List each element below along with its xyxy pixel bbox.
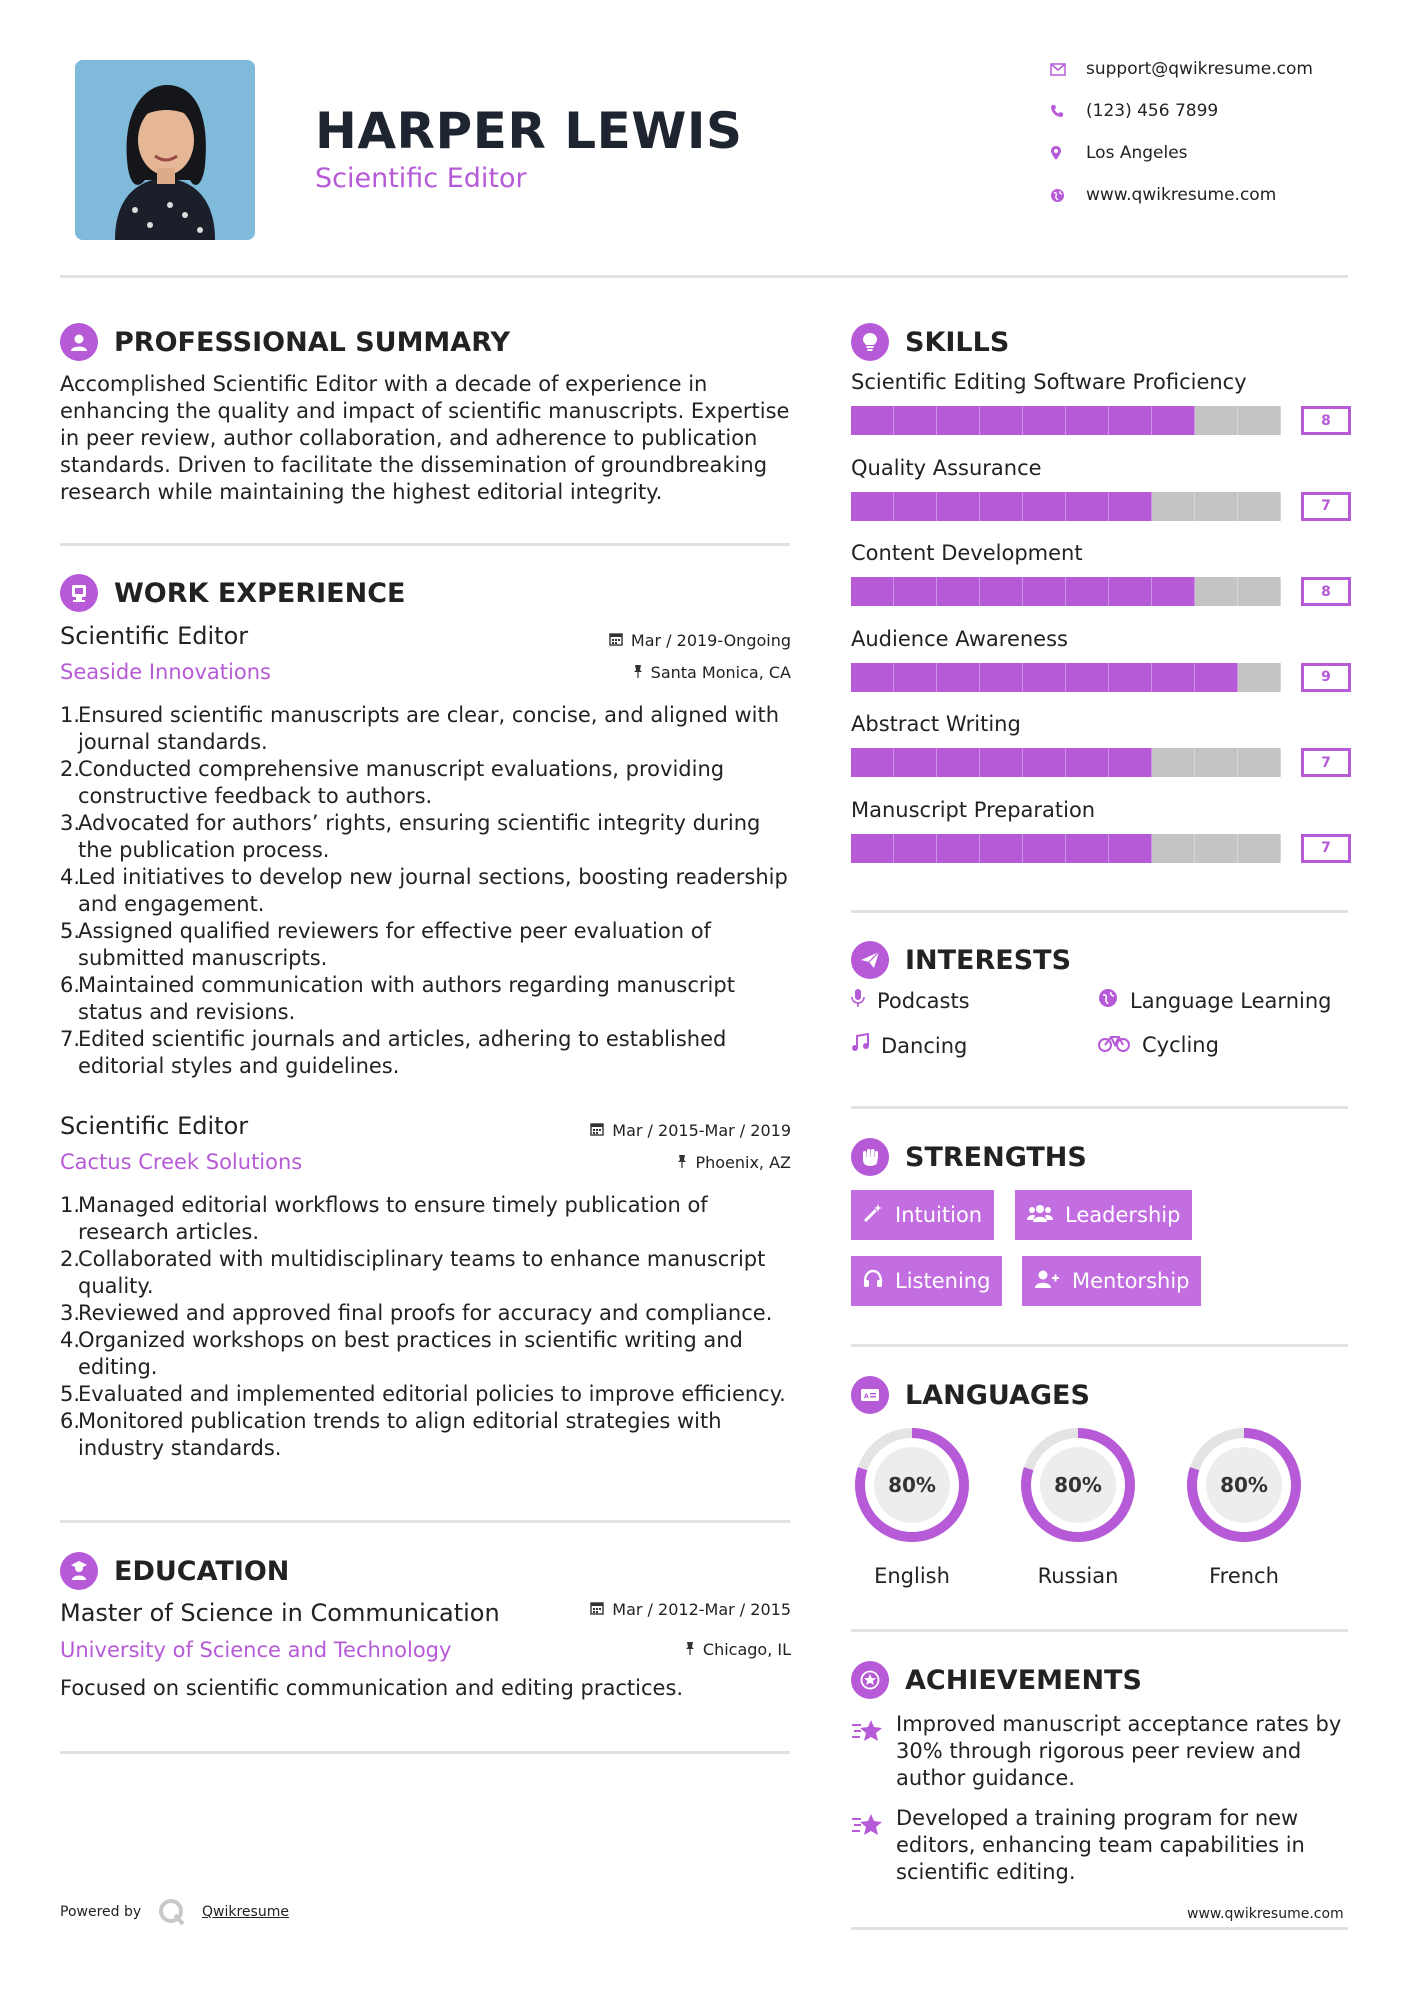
interest-label: Cycling xyxy=(1142,1033,1219,1057)
skill-segment xyxy=(894,577,937,606)
skill-segment xyxy=(1238,406,1281,435)
header-divider xyxy=(60,275,1348,278)
education-heading xyxy=(60,1552,289,1590)
experience-divider xyxy=(60,1520,790,1523)
experience-heading-text: WORK EXPERIENCE xyxy=(114,577,406,609)
job-dates xyxy=(480,1121,791,1140)
skill-segment xyxy=(980,663,1023,692)
language-name: French xyxy=(1209,1564,1279,1588)
summary-heading-text: PROFESSIONAL SUMMARY xyxy=(114,326,511,358)
school[interactable]: University of Science and Technology xyxy=(60,1638,452,1662)
skill-segment xyxy=(1195,492,1238,521)
skill-segment xyxy=(1195,834,1238,863)
experience-heading xyxy=(60,574,405,612)
skill-score: 7 xyxy=(1301,748,1351,777)
contact-phone[interactable] xyxy=(1050,99,1390,123)
microphone-icon xyxy=(851,988,865,1013)
skill-segment xyxy=(980,834,1023,863)
language-percent: 80% xyxy=(888,1473,936,1497)
language-item xyxy=(1183,1424,1305,1588)
skill-segment xyxy=(937,663,980,692)
skill-segment xyxy=(1109,663,1152,692)
skill-row xyxy=(851,456,1351,521)
strengths-heading-text: STRENGTHS xyxy=(905,1141,1087,1173)
pushpin-icon xyxy=(685,1640,695,1659)
interests-heading-text: INTERESTS xyxy=(905,944,1072,976)
contact-website[interactable] xyxy=(1050,183,1390,207)
summary-divider xyxy=(60,543,790,546)
skill-segment xyxy=(1238,834,1281,863)
achievement-item: Improved manuscript acceptance rates by 30% through rigorous peer review and author guidance. xyxy=(896,1712,1342,1790)
skill-segment xyxy=(980,748,1023,777)
skill-segment xyxy=(937,492,980,521)
skill-segment xyxy=(894,748,937,777)
achievements-heading-text: ACHIEVEMENTS xyxy=(905,1664,1142,1696)
skill-bar xyxy=(851,577,1351,606)
skill-segment xyxy=(1195,406,1238,435)
strength-label: Mentorship xyxy=(1072,1269,1190,1293)
skill-segment xyxy=(1109,577,1152,606)
education-dates xyxy=(480,1600,791,1619)
user-plus-icon xyxy=(1034,1269,1060,1294)
skill-segment xyxy=(851,663,894,692)
interest-label: Podcasts xyxy=(877,988,970,1013)
skill-segment xyxy=(1238,492,1281,521)
skill-segment xyxy=(1152,492,1195,521)
achievement-item: Developed a training program for new editors, enhancing team capabilities in scientific editing. xyxy=(896,1806,1305,1884)
interest-item xyxy=(851,988,970,1013)
interest-label: Language Learning xyxy=(1130,988,1332,1013)
pushpin-icon xyxy=(633,663,643,682)
skill-segment xyxy=(894,406,937,435)
graduation-icon xyxy=(60,1552,98,1590)
education-description: Focused on scientific communication and editing practices. xyxy=(60,1676,684,1700)
skill-segment xyxy=(851,834,894,863)
interest-item xyxy=(1098,1033,1219,1057)
job-company[interactable]: Cactus Creek Solutions xyxy=(60,1150,303,1174)
interest-item xyxy=(851,1033,967,1058)
users-icon xyxy=(1027,1203,1053,1228)
language-item xyxy=(1017,1424,1139,1588)
profile-photo xyxy=(75,60,255,240)
languages-heading-text: LANGUAGES xyxy=(905,1379,1090,1411)
candidate-title: Scientific Editor xyxy=(315,163,527,194)
skill-label: Audience Awareness xyxy=(851,626,1068,651)
skill-segment xyxy=(1152,663,1195,692)
shooting-star-icon xyxy=(851,1716,885,1748)
list-item: 2. Collaborated with multidisciplinary teams to enhance manuscript quality. xyxy=(60,1247,766,1298)
skill-segment xyxy=(1238,577,1281,606)
skill-segment xyxy=(937,577,980,606)
job-dates-text: Mar / 2015-Mar / 2019 xyxy=(612,1121,791,1140)
skill-segment xyxy=(1066,748,1109,777)
skills-heading-text: SKILLS xyxy=(905,326,1010,358)
list-item: 4. Organized workshops on best practices in scientific writing and editing. xyxy=(60,1328,743,1379)
contact-phone-text: (123) 456 7899 xyxy=(1086,101,1219,121)
skill-segment xyxy=(894,492,937,521)
skill-row xyxy=(851,627,1351,692)
skill-segment xyxy=(1152,577,1195,606)
interests-divider xyxy=(851,1106,1348,1109)
skill-score: 7 xyxy=(1301,834,1351,863)
list-item: 7. Edited scientific journals and articles, adhering to established editorial styles and guidelines. xyxy=(60,1027,727,1078)
skill-segment xyxy=(937,406,980,435)
job-dates-text: Mar / 2019-Ongoing xyxy=(630,631,791,650)
skill-score: 9 xyxy=(1301,663,1351,692)
skill-segment xyxy=(851,577,894,606)
language-progress-ring xyxy=(1017,1424,1139,1546)
education-location-text: Chicago, IL xyxy=(702,1640,791,1659)
education-heading-text: EDUCATION xyxy=(114,1555,290,1587)
user-icon xyxy=(60,323,98,361)
skill-segment xyxy=(851,406,894,435)
skill-segment xyxy=(1238,748,1281,777)
list-item: 6. Maintained communication with authors regarding manuscript status and revisions. xyxy=(60,973,735,1024)
skill-segment xyxy=(1023,834,1066,863)
shooting-star-icon xyxy=(851,1810,885,1842)
language-name: Russian xyxy=(1037,1564,1119,1588)
skill-segment xyxy=(894,834,937,863)
calendar-icon xyxy=(590,1600,604,1619)
phone-icon xyxy=(1050,104,1086,118)
education-dates-text: Mar / 2012-Mar / 2015 xyxy=(612,1600,791,1619)
candidate-name: HARPER LEWIS xyxy=(315,102,743,160)
skill-segment xyxy=(1195,748,1238,777)
job-location xyxy=(480,663,791,682)
star-badge-icon xyxy=(851,1661,889,1699)
achievements-heading xyxy=(851,1661,1142,1699)
job-location xyxy=(480,1153,791,1172)
footer-website[interactable]: www.qwikresume.com xyxy=(1187,1906,1344,1922)
skill-segment xyxy=(937,748,980,777)
paper-plane-icon xyxy=(851,941,889,979)
education-divider xyxy=(60,1751,790,1754)
lightbulb-icon xyxy=(851,323,889,361)
skill-segment xyxy=(1109,748,1152,777)
fist-icon xyxy=(851,1138,889,1176)
svg-text:A: A xyxy=(864,1393,869,1400)
interests-heading xyxy=(851,941,1071,979)
skill-score: 7 xyxy=(1301,492,1351,521)
skill-segment xyxy=(980,492,1023,521)
skill-row xyxy=(851,798,1351,863)
list-item: 6. Monitored publication trends to align editorial strategies with industry standards. xyxy=(60,1409,722,1460)
skill-segment xyxy=(980,577,1023,606)
skill-segment xyxy=(1152,406,1195,435)
skill-label: Scientific Editing Software Proficiency xyxy=(851,370,1247,394)
language-item xyxy=(851,1424,973,1588)
job-location-text: Santa Monica, CA xyxy=(650,663,791,682)
list-item: 4. Led initiatives to develop new journal sections, boosting readership and engagement. xyxy=(60,865,788,916)
list-item: 1. Ensured scientific manuscripts are clear, concise, and aligned with journal standards. xyxy=(60,703,779,754)
skill-segment xyxy=(1238,663,1281,692)
skill-bar xyxy=(851,748,1351,777)
job-location-text: Phoenix, AZ xyxy=(695,1153,791,1172)
interest-item xyxy=(1098,988,1331,1013)
pushpin-icon xyxy=(677,1153,687,1172)
strengths-divider xyxy=(851,1344,1348,1347)
globe-icon xyxy=(1098,988,1118,1013)
skill-segment xyxy=(1195,663,1238,692)
music-icon xyxy=(851,1033,869,1058)
skill-segment xyxy=(851,748,894,777)
skill-label: Quality Assurance xyxy=(851,455,1042,480)
language-progress-ring xyxy=(851,1424,973,1546)
skill-score: 8 xyxy=(1301,406,1351,435)
list-item: 5. Evaluated and implemented editorial policies to improve efficiency. xyxy=(60,1382,786,1406)
skill-segment xyxy=(1023,748,1066,777)
skill-segment xyxy=(1066,492,1109,521)
strength-label: Leadership xyxy=(1065,1203,1181,1227)
strength-tag xyxy=(851,1256,1002,1306)
powered-by-label: Powered by xyxy=(60,1904,142,1920)
strength-tag xyxy=(1022,1256,1201,1306)
skill-segment xyxy=(1109,406,1152,435)
map-pin-icon xyxy=(1050,145,1086,161)
job-company[interactable]: Seaside Innovations xyxy=(60,660,271,684)
list-item: 3. Advocated for authors’ rights, ensuring scientific integrity during the publication process. xyxy=(60,811,761,862)
skill-bar xyxy=(851,492,1351,521)
skill-segment xyxy=(1023,492,1066,521)
skill-label: Content Development xyxy=(851,541,1083,565)
strength-label: Listening xyxy=(895,1269,991,1293)
strength-label: Intuition xyxy=(895,1203,983,1227)
skill-segment xyxy=(1066,577,1109,606)
education-location xyxy=(480,1640,791,1659)
globe-icon xyxy=(1050,188,1086,203)
list-item: 2. Conducted comprehensive manuscript evaluations, providing constructive feedback to authors. xyxy=(60,757,725,808)
calendar-icon xyxy=(590,1121,604,1140)
skill-label: Abstract Writing xyxy=(851,712,1021,736)
skills-divider xyxy=(851,910,1348,913)
skill-row xyxy=(851,541,1351,606)
interest-label: Dancing xyxy=(881,1033,968,1058)
summary-heading xyxy=(60,323,510,361)
language-name: English xyxy=(874,1564,950,1588)
skill-row xyxy=(851,370,1351,435)
magic-wand-icon xyxy=(863,1203,883,1228)
qwikresume-logo-icon xyxy=(158,1898,186,1930)
contact-email-text: support@qwikresume.com xyxy=(1086,59,1313,79)
job-title: Scientific Editor xyxy=(60,622,249,650)
brand-link[interactable]: Qwikresume xyxy=(202,1904,289,1920)
list-item: 5. Assigned qualified reviewers for effective peer evaluation of submitted manuscripts. xyxy=(60,919,711,970)
list-item: 1. Managed editorial workflows to ensure timely publication of research articles. xyxy=(60,1193,708,1244)
skill-score: 8 xyxy=(1301,577,1351,606)
briefcase-icon xyxy=(60,574,98,612)
skill-segment xyxy=(1023,577,1066,606)
contact-website-text: www.qwikresume.com xyxy=(1086,185,1277,205)
skill-segment xyxy=(851,492,894,521)
summary-text: Accomplished Scientific Editor with a decade of experience in enhancing the quality and impact of scientific manuscripts. Expertise in peer review, author collaboration, and adherence to publication standards. Driven to facilitate the dissemination of groundbreaking research while maintaining the highest editorial integrity. xyxy=(60,372,790,504)
job-responsibilities xyxy=(60,1192,795,1462)
skill-segment xyxy=(1066,834,1109,863)
calendar-icon xyxy=(609,631,623,650)
skill-segment xyxy=(894,663,937,692)
skill-bar xyxy=(851,663,1351,692)
strength-tag xyxy=(851,1190,994,1240)
job-dates xyxy=(480,631,791,650)
skill-bar xyxy=(851,406,1351,435)
languages-heading xyxy=(851,1376,1090,1414)
strength-tag xyxy=(1015,1190,1192,1240)
list-item: 3. Reviewed and approved final proofs for accuracy and compliance. xyxy=(60,1301,773,1325)
language-progress-ring xyxy=(1183,1424,1305,1546)
skill-segment xyxy=(1066,406,1109,435)
language-percent: 80% xyxy=(1054,1473,1102,1497)
skill-segment xyxy=(980,406,1023,435)
skill-segment xyxy=(1152,748,1195,777)
job-title: Scientific Editor xyxy=(60,1112,249,1140)
skill-segment xyxy=(1109,492,1152,521)
skill-segment xyxy=(1023,406,1066,435)
skill-segment xyxy=(1152,834,1195,863)
envelope-icon xyxy=(1050,63,1086,76)
contact-email[interactable] xyxy=(1050,57,1390,81)
contact-location-text: Los Angeles xyxy=(1086,143,1188,163)
skills-heading xyxy=(851,323,1009,361)
contact-location xyxy=(1050,141,1390,165)
language-percent: 80% xyxy=(1220,1473,1268,1497)
bicycle-icon xyxy=(1098,1033,1130,1057)
degree: Master of Science in Communication xyxy=(60,1599,500,1627)
skill-bar xyxy=(851,834,1351,863)
footer-divider xyxy=(851,1927,1348,1930)
skill-segment xyxy=(1023,663,1066,692)
skill-segment xyxy=(1066,663,1109,692)
languages-divider xyxy=(851,1629,1348,1632)
language-card-icon xyxy=(851,1376,889,1414)
skill-segment xyxy=(1195,577,1238,606)
job-responsibilities xyxy=(60,702,795,1080)
skill-label: Manuscript Preparation xyxy=(851,797,1096,822)
headphones-icon xyxy=(863,1269,883,1294)
skill-row xyxy=(851,712,1351,777)
skill-segment xyxy=(1109,834,1152,863)
skill-segment xyxy=(937,834,980,863)
strengths-heading xyxy=(851,1138,1087,1176)
